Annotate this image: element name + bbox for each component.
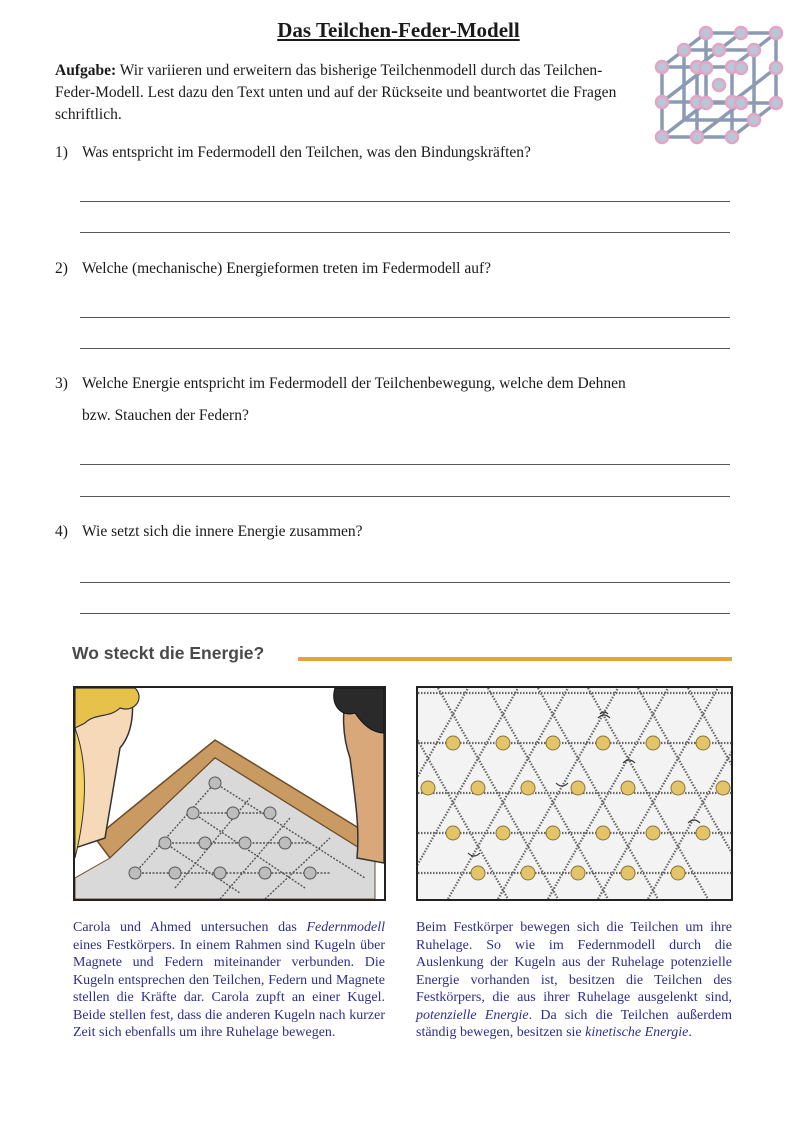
- question-text: Welche Energie entspricht im Federmodell der Teilchenbewegung, welche dem Dehnen: [82, 375, 626, 392]
- page-title: Das Teilchen-Feder-Modell: [277, 18, 520, 42]
- question-text: Wie setzt sich die innere Energie zusammen?: [82, 523, 363, 540]
- question-text: Was entspricht im Federmodell den Teilchen, was den Bindungskräften?: [82, 144, 531, 161]
- question-number: 4): [55, 523, 68, 540]
- caption-left-b: Federnmodell: [306, 920, 385, 935]
- answer-line[interactable]: [80, 317, 730, 318]
- caption-left-a: Carola und Ahmed untersuchen das: [73, 920, 307, 935]
- caption-right-d: kinetische Energie: [585, 1025, 689, 1040]
- task-label: Aufgabe:: [55, 62, 117, 79]
- question-2: [55, 258, 745, 280]
- answer-line[interactable]: [80, 582, 730, 583]
- comic-drawing: [75, 688, 384, 899]
- crystal-lattice-illustration: [650, 22, 790, 152]
- task-description: [55, 60, 635, 126]
- answer-line[interactable]: [80, 613, 730, 614]
- question-4: [55, 521, 745, 543]
- caption-left-c: eines Festkörpers. In einem Rahmen sind Kugeln über Magnete und Federn miteinander verbunden. Die Kugeln entsprechen den Teilchen, Federn und Magnete stellen die Kräfte dar. Carola zupft an einer Kugel. Beide stellen fest, dass die anderen Kugeln nach kurzer Zeit sich ebenfalls um ihre Ruhelage bewegen.: [73, 937, 385, 1040]
- answer-line[interactable]: [80, 464, 730, 465]
- spring-model-comic: [73, 686, 386, 901]
- lattice-drawing: [418, 688, 731, 899]
- answer-line[interactable]: [80, 201, 730, 202]
- caption-right-e: .: [688, 1025, 692, 1040]
- question-3: [55, 373, 745, 395]
- answer-line[interactable]: [80, 232, 730, 233]
- question-number: 3): [55, 375, 68, 392]
- question-3-continuation: bzw. Stauchen der Federn?: [82, 407, 249, 424]
- caption-right-c: . Da sich die Teilchen außerdem ständig bewegen, besitzen sie: [416, 1007, 732, 1040]
- caption-right: [416, 919, 732, 1042]
- answer-line[interactable]: [80, 496, 730, 497]
- caption-right-a: Beim Festkörper bewegen sich die Teilchen um ihre Ruhelage. So wie im Federnmodell durch die Auslenkung der Kugeln aus der Ruhelage potenzielle Energie vorhanden ist, besitzen die Teilchen des Festkörpers, die aus ihrer Ruhelage ausgelenkt sind,: [416, 920, 732, 1005]
- answer-line[interactable]: [80, 348, 730, 349]
- section-rule: [298, 657, 732, 661]
- caption-right-b: potenzielle Energie: [416, 1007, 529, 1023]
- task-text: Wir variieren und erweitern das bisherige Teilchenmodell durch das Teilchen-Feder-Modell. Lest dazu den Text unten und auf der Rückseite und beantwortet die Fragen schriftlich.: [55, 62, 617, 123]
- section-heading: Wo steckt die Energie?: [72, 643, 265, 663]
- triangular-lattice-illustration: [416, 686, 733, 901]
- question-text: Welche (mechanische) Energieformen treten im Federmodell auf?: [82, 260, 492, 277]
- caption-left: [73, 919, 385, 1042]
- question-number: 1): [55, 144, 68, 161]
- question-number: 2): [55, 260, 68, 277]
- question-1: [55, 142, 745, 164]
